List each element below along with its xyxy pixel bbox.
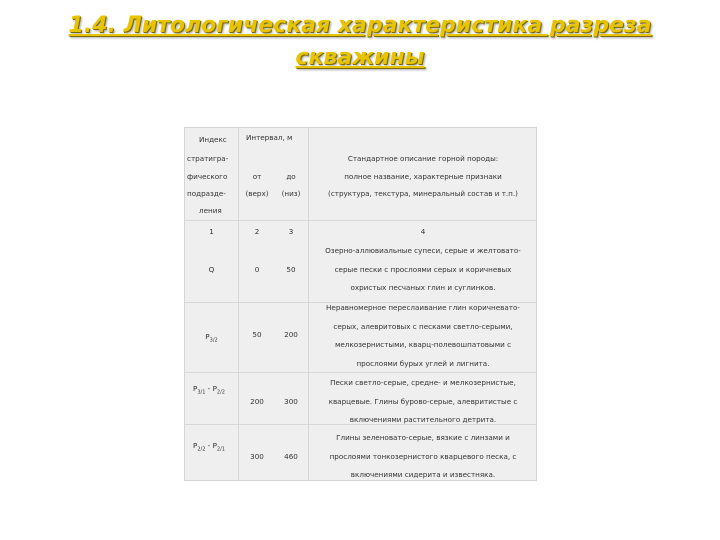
row2-to: 200 [284, 330, 298, 339]
row1-from: 0 [254, 265, 260, 274]
row4-description-line3: включениями сидерита и известняка. [350, 470, 496, 479]
slide-title-line2: скважины [295, 45, 425, 70]
header-to-note: (низ) [281, 189, 301, 198]
row2-description-line1: Неравномерное переслаивание глин коричневато- [326, 303, 520, 312]
column-number: 2 [254, 227, 260, 236]
row3-index: $P_{3/1} - P_{2/2}$ [193, 384, 225, 396]
row4-index: $P_{2/2} - P_{2/1}$ [193, 441, 225, 453]
header-index-line2: стратигра- [187, 154, 229, 163]
row2-description-line4: прослоями бурых углей и лигнита. [356, 359, 490, 368]
row1-to: 50 [286, 265, 296, 274]
slide-title-line1: 1.4. Литологическая характеристика разреза [68, 13, 652, 38]
row3-description-line2: кварцевые. Глины бурово-серые, алевритистые с [328, 397, 518, 406]
row4-description-line1: Глины зеленовато-серые, вязкие с линзами и [336, 433, 510, 442]
table-hline [185, 220, 536, 221]
column-number: 1 [209, 227, 214, 236]
row3-description-line1: Пески светло-серые, средне- и мелкозернистые, [330, 378, 516, 387]
table-hline [185, 424, 536, 425]
lithology-table [184, 127, 537, 481]
header-index-line4: подразде- [187, 189, 226, 198]
header-index-line5: ления [199, 206, 222, 215]
row3-from: 200 [250, 397, 264, 406]
row1-index: Q [208, 265, 215, 274]
header-from: от [252, 172, 262, 181]
row2-description-line2: серых, алевритовых с песками светло-серыми, [333, 322, 513, 331]
row1-description-line3: охристых песчаных глин и суглинков. [350, 283, 496, 292]
row3-description-line3: включениями растительного детрита. [349, 415, 497, 424]
row4-to: 460 [284, 452, 298, 461]
row1-description-line1: Озерно-аллювиальные супеси, серые и желтовато- [325, 246, 521, 255]
header-from-note: (верх) [245, 189, 269, 198]
header-to: до [286, 172, 296, 181]
row4-description-line2: прослоями тонкозернистого кварцевого песка, с [329, 452, 517, 461]
row1-description-line2: серые пески с прослоями серых и коричневых [334, 265, 512, 274]
row3-to: 300 [284, 397, 298, 406]
table-vline [238, 128, 239, 480]
table-vline [308, 128, 309, 480]
row2-from: 50 [252, 330, 262, 339]
row4-from: 300 [250, 452, 264, 461]
slide-title [40, 10, 680, 74]
column-number: 4 [420, 227, 426, 236]
header-description-line1: Стандартное описание горной породы: [347, 154, 499, 163]
header-index-line3: фического [187, 172, 228, 181]
table-hline [185, 372, 536, 373]
header-description-line2: полное название, характерные признаки [344, 172, 502, 181]
header-index-line1: Индекс [199, 135, 227, 144]
header-interval: Интервал, м [246, 133, 293, 142]
header-description-line3: (структура, текстура, минеральный состав и т.п.) [328, 189, 518, 198]
column-number: 3 [288, 227, 294, 236]
row2-description-line3: мелкозернистыми, кварц-полевошпатовыми с [334, 340, 512, 349]
row2-index: $P_{3/2}$ [205, 332, 218, 344]
